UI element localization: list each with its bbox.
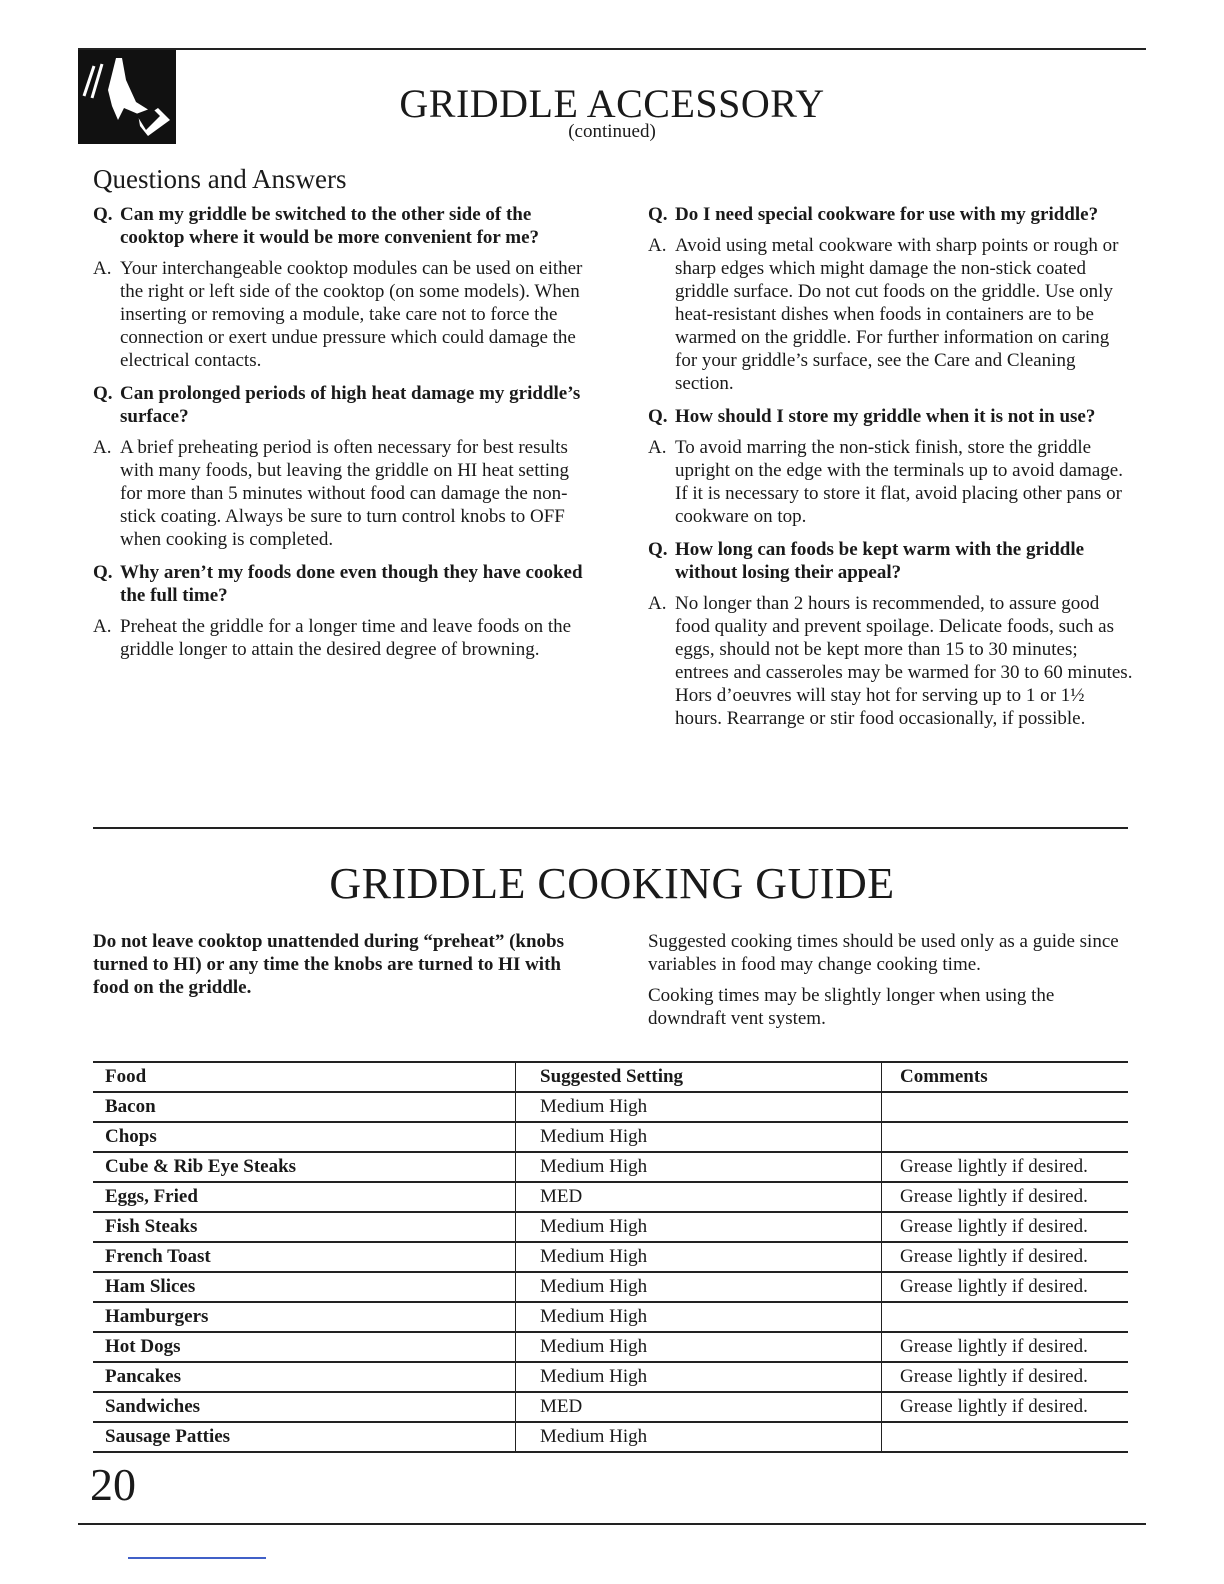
answer-text: Preheat the griddle for a longer time and leave foods on the griddle longer to attain the desired degree of browning.	[120, 616, 572, 660]
guide-note: Suggested cooking times should be used only as a guide since variables in food may change cooking time.	[648, 931, 1119, 975]
cell-comments: Grease lightly if desired.	[882, 1332, 1129, 1362]
cell-comments: Grease lightly if desired.	[882, 1182, 1129, 1212]
cell-food: Cube & Rib Eye Steaks	[93, 1152, 516, 1182]
cell-comments	[882, 1422, 1129, 1452]
top-rule	[78, 48, 1146, 50]
cell-food: Hot Dogs	[93, 1332, 516, 1362]
q-prefix: Q.	[93, 204, 113, 225]
guide-notes	[648, 930, 1128, 1038]
page-number: 20	[90, 1459, 136, 1510]
qa-item	[648, 405, 1133, 528]
table-row	[93, 1122, 1128, 1152]
qa-item	[648, 538, 1133, 730]
question-text: How should I store my griddle when it is not in use?	[675, 406, 1096, 427]
table-row	[93, 1212, 1128, 1242]
qa-column-right	[648, 203, 1133, 740]
cell-comments	[882, 1122, 1129, 1152]
cell-comments: Grease lightly if desired.	[882, 1392, 1129, 1422]
header-food: Food	[93, 1062, 516, 1092]
q-prefix: Q.	[648, 406, 668, 427]
cell-food: Hamburgers	[93, 1302, 516, 1332]
header-setting: Suggested Setting	[516, 1062, 882, 1092]
page-subtitle: (continued)	[568, 121, 656, 142]
cell-food: Bacon	[93, 1092, 516, 1122]
table-row	[93, 1152, 1128, 1182]
cell-setting: Medium High	[516, 1332, 882, 1362]
question-text: Do I need special cookware for use with my griddle?	[675, 204, 1099, 225]
cell-comments: Grease lightly if desired.	[882, 1242, 1129, 1272]
question	[648, 538, 1133, 584]
cell-comments: Grease lightly if desired.	[882, 1152, 1129, 1182]
question-text: How long can foods be kept warm with the griddle without losing their appeal?	[675, 539, 1085, 583]
bottom-rule	[78, 1523, 1146, 1525]
table-header-row	[93, 1062, 1128, 1092]
answer-text: To avoid marring the non-stick finish, store the griddle upright on the edge with the terminals up to avoid damage. If it is necessary to store it flat, avoid placing other pans or cookware on top.	[675, 437, 1123, 527]
cell-setting: MED	[516, 1182, 882, 1212]
qa-item	[93, 203, 583, 372]
question	[648, 405, 1133, 428]
question	[93, 382, 583, 428]
cell-setting: Medium High	[516, 1122, 882, 1152]
cell-food: Fish Steaks	[93, 1212, 516, 1242]
q-prefix: Q.	[648, 539, 668, 560]
a-prefix: A.	[93, 258, 112, 279]
cell-setting: Medium High	[516, 1422, 882, 1452]
q-prefix: Q.	[93, 562, 113, 583]
cell-setting: Medium High	[516, 1152, 882, 1182]
q-prefix: Q.	[93, 383, 113, 404]
cell-setting: Medium High	[516, 1212, 882, 1242]
cell-setting: Medium High	[516, 1272, 882, 1302]
table-row	[93, 1182, 1128, 1212]
a-prefix: A.	[93, 616, 112, 637]
qa-item	[93, 382, 583, 551]
question-text: Why aren’t my foods done even though they have cooked the full time?	[120, 562, 583, 606]
answer-text: Avoid using metal cookware with sharp points or rough or sharp edges which might damage the non-stick coated griddle surface. Do not cut foods on the griddle. Use only heat-resistant dishes when foods in containers are to be warmed on the griddle. For further information on caring for your griddle’s surface, see the Care and Cleaning section.	[675, 235, 1119, 394]
answer	[648, 436, 1133, 528]
question	[648, 203, 1133, 226]
answer-text: Your interchangeable cooktop modules can be used on either the right or left side of the cooktop (on some models). When inserting or removing a module, take care not to force the connection or exert undue pressure which could damage the electrical contacts.	[120, 258, 583, 371]
answer	[648, 592, 1133, 730]
a-prefix: A.	[648, 437, 667, 458]
section-divider	[93, 827, 1128, 829]
table-row	[93, 1302, 1128, 1332]
cell-setting: Medium High	[516, 1242, 882, 1272]
table-row	[93, 1422, 1128, 1452]
table-row	[93, 1272, 1128, 1302]
cell-comments: Grease lightly if desired.	[882, 1362, 1129, 1392]
cell-setting: Medium High	[516, 1362, 882, 1392]
table-row	[93, 1332, 1128, 1362]
cell-comments: Grease lightly if desired.	[882, 1212, 1129, 1242]
cell-food: Sausage Patties	[93, 1422, 516, 1452]
cell-food: Sandwiches	[93, 1392, 516, 1422]
qa-column-left	[93, 203, 583, 671]
qa-item	[648, 203, 1133, 395]
table-row	[93, 1362, 1128, 1392]
blue-underline-mark	[128, 1557, 266, 1559]
answer	[93, 436, 583, 551]
cell-setting: Medium High	[516, 1092, 882, 1122]
griddle-cooking-table	[93, 1061, 1128, 1453]
guide-note: Cooking times may be slightly longer when using the downdraft vent system.	[648, 985, 1055, 1029]
a-prefix: A.	[648, 235, 667, 256]
answer-text: No longer than 2 hours is recommended, to assure good food quality and prevent spoilage. Delicate foods, such as eggs, should not be kept more than 15 to 30 minutes; entrees and casseroles may be warmed for 30 to 60 minutes. Hors d’oeuvres will stay hot for serving up to 1 or 1½ hours. Rearrange or stir food occasionally, if possible.	[675, 593, 1133, 729]
answer	[93, 257, 583, 372]
cell-comments	[882, 1092, 1129, 1122]
a-prefix: A.	[93, 437, 112, 458]
answer	[648, 234, 1133, 395]
guide-title: GRIDDLE COOKING GUIDE	[329, 859, 895, 908]
table-row	[93, 1092, 1128, 1122]
header-comments: Comments	[882, 1062, 1129, 1092]
answer	[93, 615, 583, 661]
question	[93, 203, 583, 249]
table-row	[93, 1392, 1128, 1422]
cell-food: Eggs, Fried	[93, 1182, 516, 1212]
cell-food: Pancakes	[93, 1362, 516, 1392]
table-row	[93, 1242, 1128, 1272]
qa-heading: Questions and Answers	[93, 164, 347, 194]
cell-comments	[882, 1302, 1129, 1332]
answer-text: A brief preheating period is often necessary for best results with many foods, but leaving the griddle on HI heat setting for more than 5 minutes without food can damage the non-stick coating. Always be sure to turn control knobs to OFF when cooking is completed.	[120, 437, 570, 550]
a-prefix: A.	[648, 593, 667, 614]
cell-setting: Medium High	[516, 1302, 882, 1332]
question-text: Can prolonged periods of high heat damage my griddle’s surface?	[120, 383, 581, 427]
cell-comments: Grease lightly if desired.	[882, 1272, 1129, 1302]
cell-food: Ham Slices	[93, 1272, 516, 1302]
q-prefix: Q.	[648, 204, 668, 225]
cell-setting: MED	[516, 1392, 882, 1422]
page-title: GRIDDLE ACCESSORY	[399, 81, 825, 126]
cell-food: Chops	[93, 1122, 516, 1152]
question-text: Can my griddle be switched to the other side of the cooktop where it would be more convenient for me?	[120, 204, 540, 248]
question	[93, 561, 583, 607]
guide-warning: Do not leave cooktop unattended during “preheat” (knobs turned to HI) or any time the knobs are turned to HI with food on the griddle.	[93, 931, 565, 998]
qa-item	[93, 561, 583, 661]
cell-food: French Toast	[93, 1242, 516, 1272]
